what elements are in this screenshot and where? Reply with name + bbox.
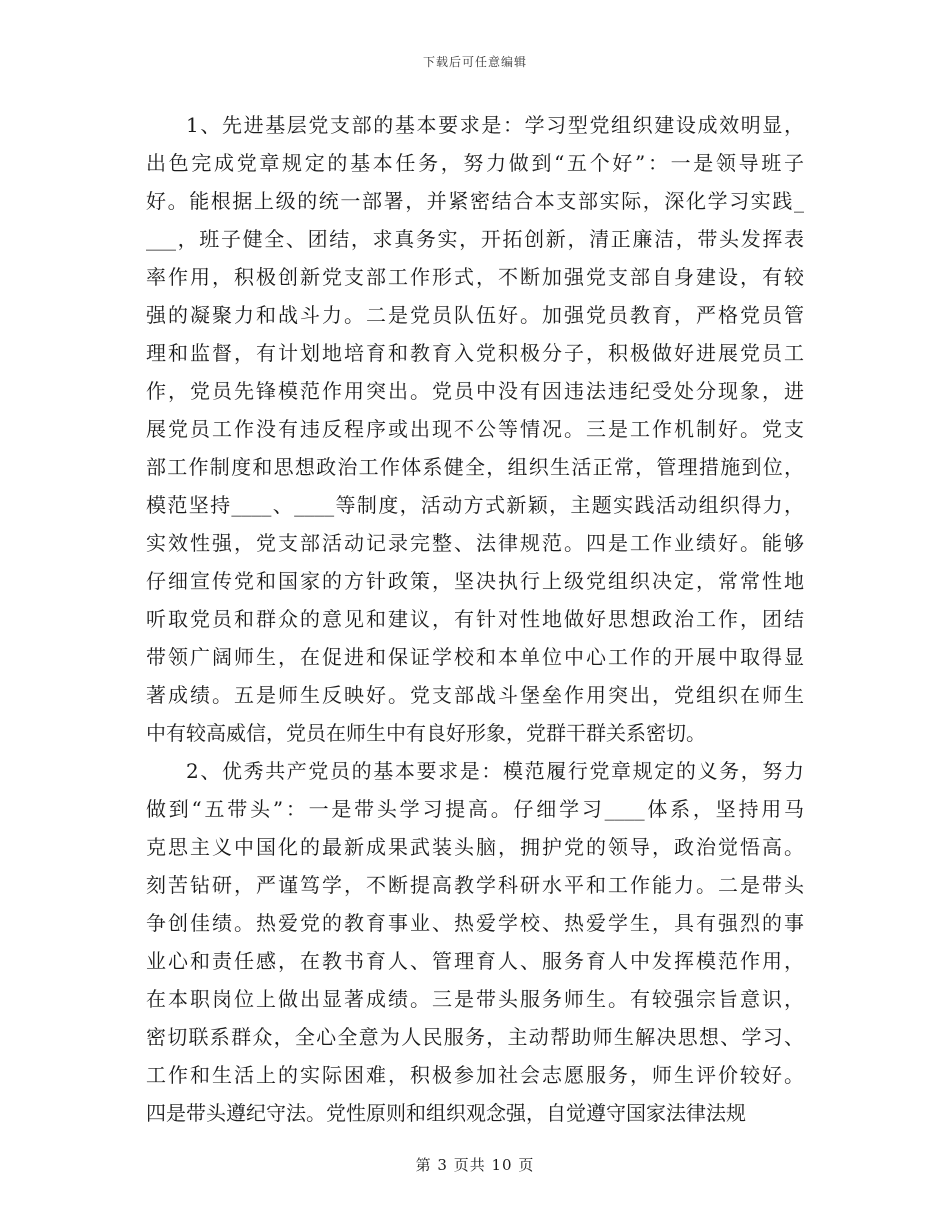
text-line: 争创佳绩。热爱党的教育事业、热爱学校、热爱学生，具有强烈的事 (146, 911, 804, 935)
text-line: 业心和责任感，在教书育人、管理育人、服务育人中发挥模范作用， (146, 949, 804, 973)
document-body (146, 106, 804, 1132)
text-line: 在本职岗位上做出显著成绩。三是带头服务师生。有较强宗旨意识， (146, 987, 804, 1011)
text-line: 理和监督，有计划地培育和教育入党积极分子，积极做好进展党员工 (146, 341, 804, 365)
text-line: 实效性强，党支部活动记录完整、法律规范。四是工作业绩好。能够 (146, 531, 804, 555)
text-line: 强的凝聚力和战斗力。二是党员队伍好。加强党员教育，严格党员管 (146, 303, 804, 327)
text-line: 带领广阔师生，在促进和保证学校和本单位中心工作的开展中取得显 (146, 645, 804, 669)
text-line: 1、先进基层党支部的基本要求是：学习型党组织建设成效明显， (186, 113, 804, 137)
page-number: 第 3 页共 10 页 (415, 1156, 535, 1174)
text-line: 克思主义中国化的最新成果武装头脑，拥护党的领导，政治觉悟高。 (146, 835, 804, 859)
text-line: 2、优秀共产党员的基本要求是：模范履行党章规定的义务，努力 (186, 759, 804, 783)
text-line: 好。能根据上级的统一部署，并紧密结合本支部实际，深化学习实践_ (146, 189, 804, 213)
text-line: 展党员工作没有违反程序或出现不公等情况。三是工作机制好。党支 (146, 417, 804, 441)
text-line: 刻苦钻研，严谨笃学，不断提高教学科研水平和工作能力。二是带头 (146, 873, 804, 897)
text-line: 做到“五带头”：一是带头学习提高。仔细学习____体系，坚持用马 (146, 797, 804, 821)
paragraph-1 (146, 106, 804, 752)
paragraph-2 (146, 752, 804, 1132)
text-line: 模范坚持____、____等制度，活动方式新颖，主题实践活动组织得力， (146, 493, 804, 517)
text-line: ___，班子健全、团结，求真务实，开拓创新，清正廉洁，带头发挥表 (146, 227, 804, 251)
text-line: 作，党员先锋模范作用突出。党员中没有因违法违纪受处分现象，进 (146, 379, 804, 403)
page-header: 下载后可任意编辑 (422, 55, 527, 69)
text-line: 工作和生活上的实际困难，积极参加社会志愿服务，师生评价较好。 (146, 1063, 804, 1087)
text-line: 著成绩。五是师生反映好。党支部战斗堡垒作用突出，党组织在师生 (146, 683, 804, 707)
text-line: 部工作制度和思想政治工作体系健全，组织生活正常，管理措施到位， (146, 455, 804, 479)
text-line: 仔细宣传党和国家的方针政策，坚决执行上级党组织决定，常常性地 (146, 569, 804, 593)
text-line: 密切联系群众，全心全意为人民服务，主动帮助师生解决思想、学习、 (146, 1025, 804, 1049)
text-line: 率作用，积极创新党支部工作形式，不断加强党支部自身建设，有较 (146, 265, 804, 289)
text-line: 四是带头遵纪守法。党性原则和组织观念强，自觉遵守国家法律法规 (146, 1101, 746, 1125)
text-line: 出色完成党章规定的基本任务，努力做到“五个好”：一是领导班子 (146, 151, 804, 175)
text-line: 听取党员和群众的意见和建议，有针对性地做好思想政治工作，团结 (146, 607, 804, 631)
text-line: 中有较高威信，党员在师生中有良好形象，党群干群关系密切。 (146, 721, 706, 745)
